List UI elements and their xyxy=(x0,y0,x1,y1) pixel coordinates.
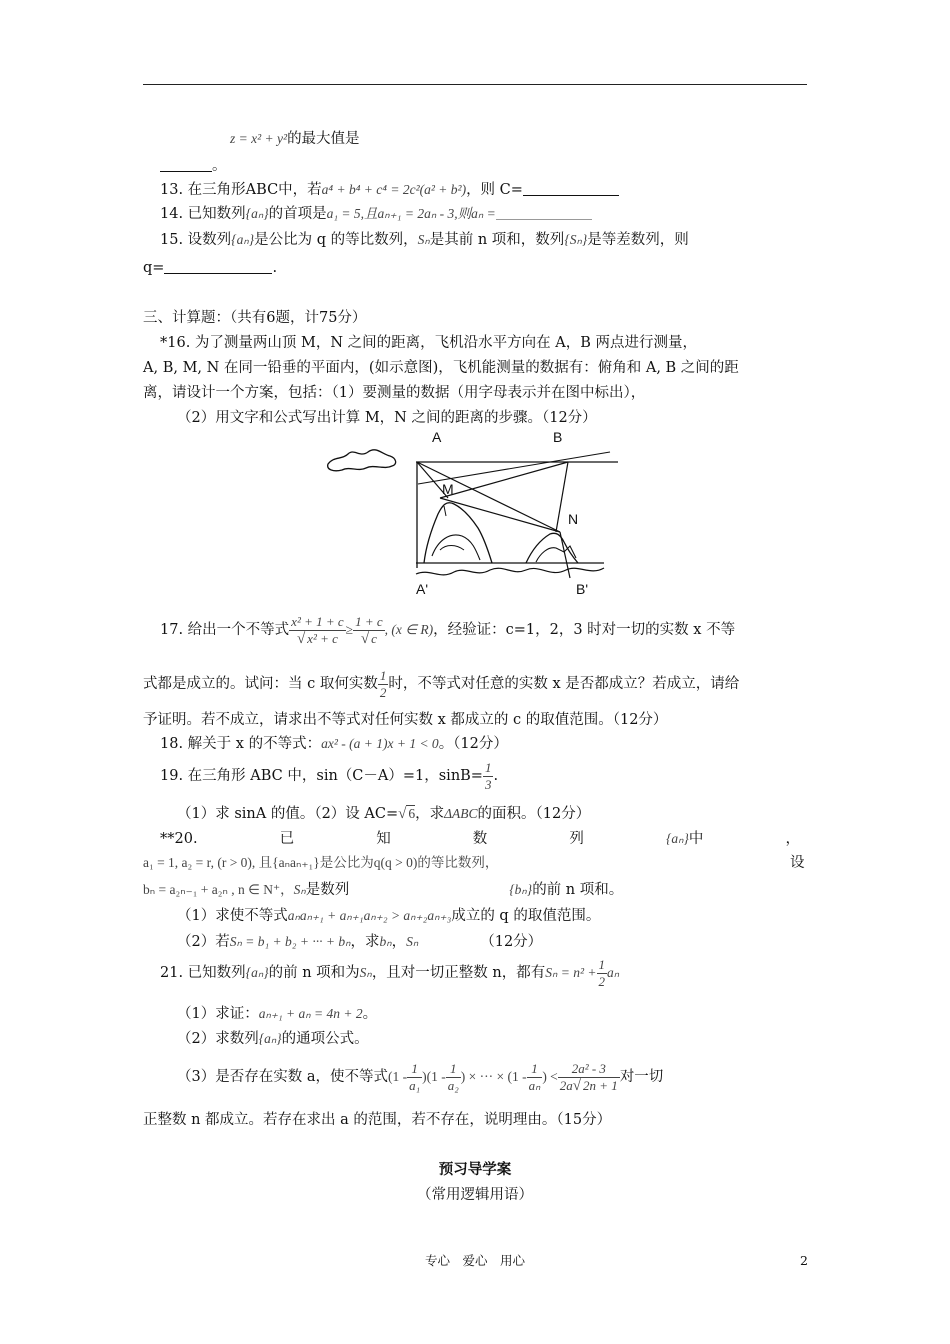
q20-p2-comma: ， xyxy=(391,934,407,950)
q21-p2-seq: {aₙ} xyxy=(258,1031,282,1046)
cloud-icon xyxy=(328,450,396,471)
sight-b-n xyxy=(556,462,568,532)
q20-p1-expr: aₙaₙ₊₁ + aₙ₊₁aₙ₊₂ > aₙ₊₂aₙ₊₃ xyxy=(287,908,452,923)
question-15-line2 xyxy=(143,258,277,278)
q20-l3-seq: {bₙ} xyxy=(509,882,533,897)
q20-l3-sn: Sₙ xyxy=(293,882,306,897)
q17-left-denominator: x² + c xyxy=(307,630,338,646)
q15-suffix: 是等差数列，则 xyxy=(587,232,689,248)
q21-p2-prefix: （2）求数列 xyxy=(177,1031,259,1047)
q18-suffix: 。（12分） xyxy=(438,736,508,752)
terrain-wave xyxy=(416,568,604,575)
q17-line2 xyxy=(143,667,739,701)
q20-part1 xyxy=(177,906,600,926)
q21-mid: 的前 n 项和为 xyxy=(268,965,360,981)
q21-half xyxy=(597,957,608,990)
q20-part2 xyxy=(177,932,542,952)
question-19 xyxy=(160,759,498,793)
q21-p3-term2: )(1 - xyxy=(422,1069,446,1084)
q21-sn: Sₙ xyxy=(359,965,372,980)
mountain-n-ridge xyxy=(536,546,576,562)
q20-line1 xyxy=(160,829,800,849)
question-15-line1 xyxy=(160,230,689,250)
q21-p1-expr: aₙ₊₁ + aₙ = 4n + 2 xyxy=(258,1006,363,1021)
q18-expr: ax² - (a + 1)x + 1 < 0 xyxy=(321,736,439,751)
q15-prefix: 15. 设数列 xyxy=(160,232,232,248)
q19-l2-mid: ，求 xyxy=(415,806,445,822)
q21-part1 xyxy=(177,1004,377,1024)
q20-p1-prefix: （1）求使不等式 xyxy=(177,908,288,924)
q20-line3 xyxy=(143,880,623,900)
q17-line1 xyxy=(160,611,735,649)
q21-expr-tail: aₙ xyxy=(607,965,620,980)
q15-blank[interactable] xyxy=(164,259,272,274)
q21-p3-frac1 xyxy=(407,1061,422,1094)
q12-blank[interactable] xyxy=(160,157,212,172)
label-a-prime: A' xyxy=(416,581,429,597)
q13-blank[interactable] xyxy=(523,181,619,196)
q12-expr: z = x² + y² xyxy=(230,131,288,146)
mountain-m-ridge2 xyxy=(440,546,464,551)
label-m: M xyxy=(442,481,454,497)
q15-seq: {aₙ} xyxy=(231,232,255,247)
q13-suffix: ，则 C= xyxy=(466,182,523,198)
q16-line2: A, B, M, N 在同一铅垂的平面内，(如示意图)，飞机能测量的数据有：俯角和 A, B 之间的距 xyxy=(143,360,739,376)
q17-prefix: 17. 给出一个不等式 xyxy=(160,622,290,638)
q21-p3-term3: ) × ··· × (1 - xyxy=(460,1069,527,1084)
label-n: N xyxy=(568,511,579,527)
q20-l2-expr: a₁ = 1, a₂ = r, (r > 0), 且{aₙaₙ₊₁}是公比为q(q > 0)的等比数列， xyxy=(143,855,499,870)
q19-sqrt: 6 xyxy=(408,806,416,821)
q21-p3-frac3 xyxy=(527,1061,543,1094)
guide-title: 预习导学案 xyxy=(438,1161,512,1178)
page-number: 2 xyxy=(800,1253,808,1268)
q21-p3-frac1-num: 1 xyxy=(407,1061,422,1078)
label-a: A xyxy=(432,429,442,445)
diagonal-line xyxy=(418,452,610,484)
q17-right-fraction: $\frac{1 + c}{√ c}$ xyxy=(355,613,383,647)
q21-p1-prefix: （1）求证： xyxy=(177,1006,259,1022)
q16-line4: （2）用文字和公式写出计算 M，N 之间的距离的步骤。（12分） xyxy=(177,410,597,426)
q20-seq: {aₙ} xyxy=(665,831,689,846)
q21-last-line: 正整数 n 都成立。若存在求出 a 的范围，若不存在，说明理由。（15分） xyxy=(143,1112,612,1128)
q14-prefix: 14. 已知数列 xyxy=(160,206,246,222)
label-b-prime: B' xyxy=(576,581,589,597)
q20-line2-end: 设 xyxy=(790,855,805,871)
q20-p2-score: （12分） xyxy=(480,934,543,950)
q19-num: 1 xyxy=(484,759,492,775)
q21-prefix: 21. 已知数列 xyxy=(160,965,246,981)
q20-p2-bn: bₙ xyxy=(379,934,392,949)
q21-p1-suffix: 。 xyxy=(362,1006,378,1022)
q20-label: **20. xyxy=(160,831,198,847)
q20-l3-suffix: 的前 n 项和。 xyxy=(532,882,624,898)
q20-word-2: 知 xyxy=(376,831,391,847)
q13-expr: a⁴ + b⁴ + c⁴ = 2c²(a² + b²) xyxy=(321,182,467,197)
q19-fraction xyxy=(483,760,494,793)
q19-end: . xyxy=(493,768,499,784)
q21-expr: Sₙ = n² + xyxy=(545,965,597,980)
question-18 xyxy=(160,734,508,754)
q20-zhong: 中 xyxy=(688,831,704,847)
q15-end: . xyxy=(272,260,278,276)
q19-triangle: ΔABC xyxy=(444,806,478,821)
q14-mid: 的首项是 xyxy=(268,206,327,222)
q17-condition: , (x ∈ R) xyxy=(384,622,434,637)
question-21 xyxy=(160,956,619,990)
q17-half-num: 1 xyxy=(379,667,387,683)
q21-p3-frac3-num: 1 xyxy=(527,1061,543,1078)
q16-line1: *16. 为了测量两山顶 M，N 之间的距离，飞机沿水平方向在 A，B 两点进行测量， xyxy=(160,335,698,351)
q17-left-fraction: $\frac{\text{x² + 1 + c}}{\text{√ x² + c}}$ xyxy=(291,613,344,647)
q15-seq2: {Sₙ} xyxy=(564,232,588,247)
q17-half xyxy=(378,668,389,701)
q17-ge: ≥ xyxy=(345,622,354,637)
q20-l3-mid: 是数列 xyxy=(305,882,350,898)
q13-prefix: 13. 在三角形ABC中，若 xyxy=(160,182,322,198)
q20-word-3: 数 xyxy=(472,831,488,847)
question-14 xyxy=(160,204,592,224)
q20-l3-expr: bₙ = a₂ₙ₋₁ + a₂ₙ , n ∈ N⁺， xyxy=(143,882,294,897)
q17-suffix: ，经验证：c=1，2，3 时对一切的实数 x 不等 xyxy=(433,622,736,638)
section-3-heading: 三、计算题：（共有6题，计75分） xyxy=(143,310,367,326)
question-13 xyxy=(160,180,619,200)
q12-tail xyxy=(230,129,360,149)
q21-p3-prefix: （3）是否存在实数 a，使不等式 xyxy=(177,1069,388,1085)
q20-line2 xyxy=(143,853,498,873)
q21-part2 xyxy=(177,1029,369,1049)
q18-prefix: 18. 解关于 x 的不等式： xyxy=(160,736,322,752)
q17-right-numerator: 1 + c xyxy=(355,613,383,629)
q21-p3-term1: (1 - xyxy=(387,1069,408,1084)
q15-sn: Sₙ xyxy=(417,232,430,247)
q20-word-4: 列 xyxy=(569,831,584,847)
q20-p2-expr: Sₙ = b₁ + b₂ + ··· + bₙ xyxy=(229,934,351,949)
q21-p3-frac3-den: aₙ xyxy=(528,1077,541,1093)
sight-b-m xyxy=(440,462,568,498)
q17-left-numerator: x² + 1 + c xyxy=(291,613,344,629)
q19-l2-prefix: （1）求 sinA 的值。（2）设 AC= xyxy=(177,806,399,822)
label-b: B xyxy=(553,429,563,445)
header-rule xyxy=(143,84,807,85)
q19-prefix: 19. 在三角形 ABC 中，sin（C－A）=1，sinB= xyxy=(160,768,483,784)
q21-p3-rhs-num: 2a² - 3 xyxy=(558,1061,620,1078)
q20-p2-prefix: （2）若 xyxy=(177,934,230,950)
q15-q-label: q= xyxy=(143,260,165,276)
q21-half-num: 1 xyxy=(598,956,606,972)
q19-den: 3 xyxy=(484,776,492,792)
guide-subtitle: （常用逻辑用语） xyxy=(417,1187,533,1203)
q17-right-denominator: c xyxy=(371,630,377,646)
q17-line3: 予证明。若不成立，请求出不等式对任何实数 x 都成立的 c 的取值范围。（12分） xyxy=(143,712,668,728)
q17-line2-suffix: 时，不等式对任意的实数 x 是否都成立？若成立，请给 xyxy=(388,676,740,692)
q12-text: 的最大值是 xyxy=(287,131,360,147)
q16-line3: 离，请设计一个方案，包括：（1）要测量的数据（用字母表示并在图中标出）， xyxy=(143,385,646,401)
q20-p2-mid: ，求 xyxy=(350,934,380,950)
q20-p2-sn: Sₙ xyxy=(406,934,419,949)
q20-p1-suffix: 成立的 q 的取值范围。 xyxy=(451,908,601,924)
footer-motto: 专心 爱心 用心 xyxy=(424,1253,525,1268)
q14-expr: a₁ = 5,且aₙ₊₁ = 2aₙ - 3,则aₙ = xyxy=(326,206,496,221)
q14-blank[interactable] xyxy=(496,205,592,220)
q21-p3-suffix: 对一切 xyxy=(619,1069,664,1085)
q20-comma: ， xyxy=(785,831,800,847)
q17-line2-prefix: 式都是成立的。试问：当 c 取何实数 xyxy=(143,676,378,692)
q21-p3-rhs-den-pre: 2a xyxy=(559,1077,573,1093)
q16-diagram xyxy=(320,428,630,600)
mountain-m-ridge xyxy=(432,535,480,560)
q19-line2: （1）求 sinA 的值。（2）设 AC=√ 6，求ΔABC的面积。（12分） xyxy=(177,806,591,822)
q14-seq: {aₙ} xyxy=(245,206,269,221)
q19-l2-suffix: 的面积。（12分） xyxy=(477,806,591,822)
q15-mid2: 是其前 n 项和，数列 xyxy=(429,232,565,248)
q21-p3-frac2 xyxy=(446,1061,461,1094)
q21-part3 xyxy=(177,1055,663,1099)
q21-p2-suffix: 的通项公式。 xyxy=(281,1031,369,1047)
q15-mid: 是公比为 q 的等比数列， xyxy=(254,232,418,248)
mountain-m xyxy=(424,503,492,563)
q21-mid2: ，且对一切正整数 n，都有 xyxy=(371,965,546,981)
mountain-m-peak-mark xyxy=(444,506,446,516)
q21-seq: {aₙ} xyxy=(245,965,269,980)
q20-word-1: 已 xyxy=(279,831,295,847)
q21-p3-rhs: $\frac{\text{2a² - 3}}{2a√ 2n + 1}$ xyxy=(559,1060,618,1094)
q17-half-den: 2 xyxy=(379,684,387,700)
q12-answer-line xyxy=(160,156,227,176)
q21-p3-term4: ) < xyxy=(542,1069,558,1084)
q21-p3-frac1-den: a₁ xyxy=(409,1077,421,1093)
q21-p3-frac2-num: 1 xyxy=(446,1061,461,1078)
q21-half-den: 2 xyxy=(598,973,606,989)
q21-p3-rhs-den-sqrt: 2n + 1 xyxy=(583,1077,618,1093)
q21-p3-frac2-den: a₂ xyxy=(447,1077,459,1093)
q12-end: 。 xyxy=(212,158,227,174)
